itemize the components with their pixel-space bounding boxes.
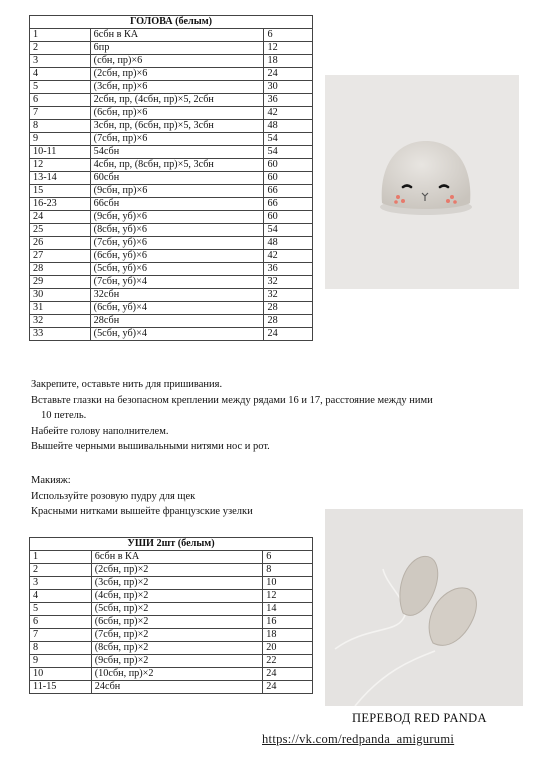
row-number: 2 <box>30 564 92 577</box>
left-eye <box>403 186 411 188</box>
row-number: 30 <box>30 289 91 302</box>
stitch-instruction: (7сбн, уб)×6 <box>90 237 264 250</box>
stitch-instruction: 28сбн <box>90 315 264 328</box>
note-line: Вышейте черными вышивальными нитями нос и рот. <box>31 441 270 452</box>
makeup-line: Красными нитками вышейте французские узелки <box>31 506 253 517</box>
table-row <box>30 172 313 185</box>
table-row <box>30 629 313 642</box>
table-row <box>30 289 313 302</box>
row-number: 1 <box>30 29 91 42</box>
right-cheek <box>450 195 454 199</box>
head-table-title: ГОЛОВА (белым) <box>30 16 313 29</box>
row-number: 26 <box>30 237 91 250</box>
table-row <box>30 668 313 681</box>
stitch-instruction: 66сбн <box>90 198 264 211</box>
stitch-count: 24 <box>264 328 313 341</box>
table-row <box>30 551 313 564</box>
stitch-instruction: (10сбн, пр)×2 <box>91 668 263 681</box>
stitch-instruction: (6сбн, пр)×2 <box>91 616 263 629</box>
row-number: 24 <box>30 211 91 224</box>
table-row <box>30 81 313 94</box>
stitch-instruction: (6сбн, пр)×6 <box>90 107 264 120</box>
row-number: 27 <box>30 250 91 263</box>
row-number: 33 <box>30 328 91 341</box>
stitch-instruction: 60сбн <box>90 172 264 185</box>
stitch-instruction: 6сбн в КА <box>91 551 263 564</box>
table-row <box>30 224 313 237</box>
stitch-count: 60 <box>264 172 313 185</box>
table-row <box>30 107 313 120</box>
ears-pattern-table <box>29 537 313 694</box>
stitch-count: 24 <box>263 668 313 681</box>
row-number: 32 <box>30 315 91 328</box>
stitch-instruction: (3сбн, пр)×2 <box>91 577 263 590</box>
row-number: 31 <box>30 302 91 315</box>
row-number: 6 <box>30 94 91 107</box>
stitch-count: 18 <box>263 629 313 642</box>
stitch-instruction: 3сбн, пр, (6сбн, пр)×5, 3сбн <box>90 120 264 133</box>
ears-table-header <box>30 538 313 551</box>
stitch-instruction: (сбн, пр)×6 <box>90 55 264 68</box>
table-row <box>30 328 313 341</box>
stitch-count: 54 <box>264 133 313 146</box>
row-number: 6 <box>30 616 92 629</box>
table-row <box>30 211 313 224</box>
row-number: 7 <box>30 107 91 120</box>
bunny-ears-photo <box>325 509 523 706</box>
row-number: 16-23 <box>30 198 91 211</box>
table-row <box>30 237 313 250</box>
stitch-instruction: (7сбн, пр)×6 <box>90 133 264 146</box>
stitch-count: 10 <box>263 577 313 590</box>
stitch-instruction: (2сбн, пр)×6 <box>90 68 264 81</box>
stitch-instruction: (5сбн, уб)×6 <box>90 263 264 276</box>
stitch-count: 66 <box>264 198 313 211</box>
table-row <box>30 616 313 629</box>
stitch-count: 42 <box>264 107 313 120</box>
row-number: 29 <box>30 276 91 289</box>
stitch-count: 12 <box>264 42 313 55</box>
table-row <box>30 185 313 198</box>
head-table-body <box>30 29 313 341</box>
stitch-count: 24 <box>264 68 313 81</box>
table-row <box>30 263 313 276</box>
row-number: 9 <box>30 133 91 146</box>
stitch-count: 32 <box>264 276 313 289</box>
stitch-count: 60 <box>264 159 313 172</box>
head-pattern-table <box>29 15 313 341</box>
stitch-count: 14 <box>263 603 313 616</box>
head-table-header <box>30 16 313 29</box>
row-number: 8 <box>30 120 91 133</box>
table-row <box>30 577 313 590</box>
table-row <box>30 564 313 577</box>
note-line: Закрепите, оставьте нить для пришивания. <box>31 379 223 390</box>
stitch-instruction: 4сбн, пр, (8сбн, пр)×5, 3сбн <box>90 159 264 172</box>
table-row <box>30 590 313 603</box>
stitch-count: 22 <box>263 655 313 668</box>
stitch-instruction: 54сбн <box>90 146 264 159</box>
left-cheek <box>396 195 400 199</box>
row-number: 1 <box>30 551 92 564</box>
source-link[interactable]: https://vk.com/redpanda_amigurumi <box>262 732 455 746</box>
stitch-instruction: (8сбн, уб)×6 <box>90 224 264 237</box>
ears-table-body <box>30 551 313 694</box>
stitch-instruction: 6пр <box>90 42 264 55</box>
table-row <box>30 42 313 55</box>
stitch-instruction: 2сбн, пр, (4сбн, пр)×5, 2сбн <box>90 94 264 107</box>
table-row <box>30 250 313 263</box>
stitch-instruction: (9сбн, пр)×2 <box>91 655 263 668</box>
stitch-count: 32 <box>264 289 313 302</box>
table-row <box>30 55 313 68</box>
row-number: 7 <box>30 629 92 642</box>
stitch-count: 48 <box>264 237 313 250</box>
table-row <box>30 133 313 146</box>
stitch-count: 28 <box>264 302 313 315</box>
stitch-count: 48 <box>264 120 313 133</box>
left-ear <box>400 556 438 615</box>
stitch-instruction: (2сбн, пр)×2 <box>91 564 263 577</box>
table-row <box>30 146 313 159</box>
row-number: 9 <box>30 655 92 668</box>
note-line: Вставьте глазки на безопасном креплении между рядами 16 и 17, расстояние между ними <box>31 394 433 406</box>
stitch-instruction: 6сбн в КА <box>90 29 264 42</box>
row-number: 5 <box>30 81 91 94</box>
stitch-instruction: (6сбн, уб)×6 <box>90 250 264 263</box>
table-row <box>30 198 313 211</box>
stitch-count: 54 <box>264 146 313 159</box>
row-number: 4 <box>30 590 92 603</box>
makeup-line: Используйте розовую пудру для щек <box>31 490 196 502</box>
table-row <box>30 94 313 107</box>
table-row <box>30 29 313 42</box>
row-number: 11-15 <box>30 681 92 694</box>
bunny-head-illustration <box>325 75 519 289</box>
table-row <box>30 159 313 172</box>
crochet-head <box>382 141 471 209</box>
row-number: 28 <box>30 263 91 276</box>
stitch-count: 66 <box>264 185 313 198</box>
stitch-instruction: (8сбн, пр)×2 <box>91 642 263 655</box>
row-number: 3 <box>30 55 91 68</box>
row-number: 2 <box>30 42 91 55</box>
stitch-count: 28 <box>264 315 313 328</box>
makeup-title: Макияж: <box>31 475 71 486</box>
row-number: 10-11 <box>30 146 91 159</box>
stitch-count: 24 <box>263 681 313 694</box>
table-row <box>30 120 313 133</box>
stitch-instruction: (4сбн, пр)×2 <box>91 590 263 603</box>
stitch-count: 36 <box>264 263 313 276</box>
row-number: 13-14 <box>30 172 91 185</box>
table-row <box>30 642 313 655</box>
stitch-instruction: (9сбн, уб)×6 <box>90 211 264 224</box>
stitch-instruction: (3сбн, пр)×6 <box>90 81 264 94</box>
stitch-count: 60 <box>264 211 313 224</box>
yarn-tail <box>335 569 405 649</box>
stitch-instruction: (6сбн, уб)×4 <box>90 302 264 315</box>
row-number: 8 <box>30 642 92 655</box>
stitch-count: 36 <box>264 94 313 107</box>
table-row <box>30 655 313 668</box>
stitch-count: 30 <box>264 81 313 94</box>
translation-credit: ПЕРЕВОД RED PANDA <box>352 711 487 725</box>
row-number: 3 <box>30 577 92 590</box>
note-line: Набейте голову наполнителем. <box>31 425 169 437</box>
row-number: 5 <box>30 603 92 616</box>
bunny-head-photo <box>325 75 519 289</box>
stitch-instruction: 24сбн <box>91 681 263 694</box>
stitch-count: 12 <box>263 590 313 603</box>
table-row <box>30 302 313 315</box>
stitch-count: 8 <box>263 564 313 577</box>
stitch-count: 54 <box>264 224 313 237</box>
stitch-count: 6 <box>263 551 313 564</box>
right-eye <box>440 186 448 188</box>
right-ear <box>429 588 476 645</box>
stitch-count: 16 <box>263 616 313 629</box>
head-instructions <box>31 377 511 455</box>
table-row <box>30 681 313 694</box>
stitch-instruction: (5сбн, пр)×2 <box>91 603 263 616</box>
stitch-count: 6 <box>264 29 313 42</box>
row-number: 12 <box>30 159 91 172</box>
table-row <box>30 68 313 81</box>
stitch-count: 20 <box>263 642 313 655</box>
stitch-count: 42 <box>264 250 313 263</box>
stitch-instruction: (7сбн, пр)×2 <box>91 629 263 642</box>
stitch-count: 18 <box>264 55 313 68</box>
makeup-instructions <box>31 473 331 520</box>
row-number: 10 <box>30 668 92 681</box>
row-number: 15 <box>30 185 91 198</box>
table-row <box>30 276 313 289</box>
row-number: 4 <box>30 68 91 81</box>
stitch-instruction: (9сбн, пр)×6 <box>90 185 264 198</box>
table-row <box>30 603 313 616</box>
table-row <box>30 315 313 328</box>
stitch-instruction: 32сбн <box>90 289 264 302</box>
note-line: 10 петель. <box>41 410 87 421</box>
row-number: 25 <box>30 224 91 237</box>
stitch-instruction: (5сбн, уб)×4 <box>90 328 264 341</box>
stitch-instruction: (7сбн, уб)×4 <box>90 276 264 289</box>
ears-table-title: УШИ 2шт (белым) <box>30 538 313 551</box>
bunny-ears-illustration <box>325 509 523 706</box>
